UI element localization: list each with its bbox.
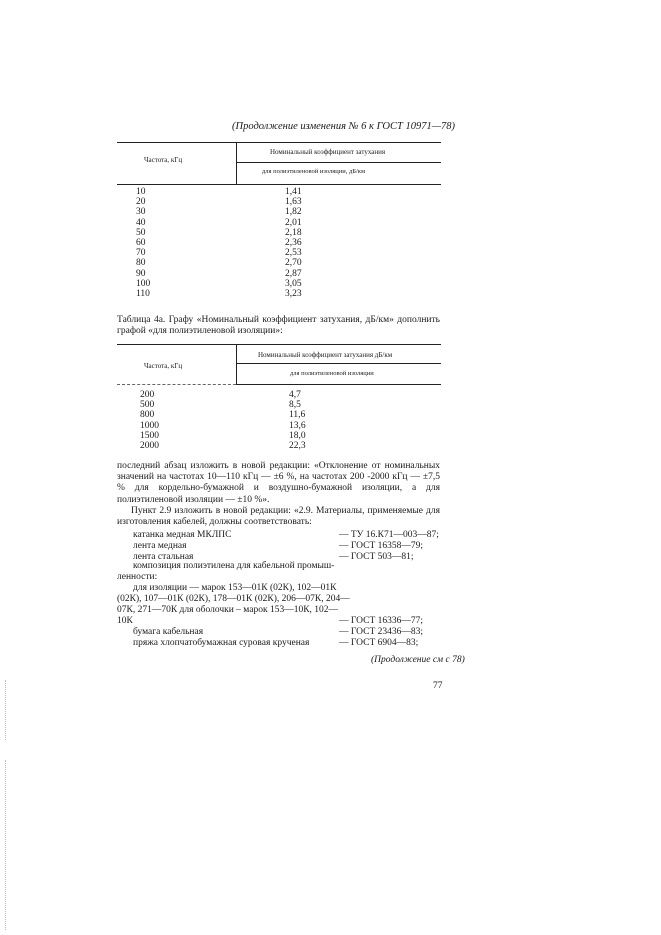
table-cell: 200 <box>140 390 155 400</box>
table-cell: 2,53 <box>285 248 302 259</box>
table-cell: 2,36 <box>285 237 302 248</box>
table-cell: 50 <box>136 227 146 238</box>
table-cell: 40 <box>136 217 146 228</box>
table-cell: 110 <box>136 288 150 299</box>
table-cell: 800 <box>140 410 155 421</box>
table-cell: 1,63 <box>285 197 302 208</box>
page-number: 77 <box>433 681 443 691</box>
table-cell: 2,70 <box>285 258 302 269</box>
continuation-note: (Продолжение см с 78) <box>371 655 465 665</box>
page-header: (Продолжение изменения № 6 к ГОСТ 10971—78) <box>232 121 456 132</box>
table-cell: 18,0 <box>289 430 306 441</box>
table-cell: 1,82 <box>285 207 302 218</box>
table2-coef-header: Номинальный коэффициент затухания дБ/км <box>258 351 393 359</box>
table-cell: 3,23 <box>285 288 302 299</box>
paragraph-tolerance: последний абзац изложить в новой редакции: «Отклонение от номинальных значений на частотах 10—110 кГц — ±6 %, на частотах 200 -2000 кГц — ±7,5 % для кордельно-бумажной и воздушно-бумажной изоляции, а для полиэтиленовой изоляции — ±10 %». <box>117 461 440 505</box>
table2-sub-header: для полиэтиленовой изоляции <box>290 370 374 377</box>
table-cell: 20 <box>136 197 146 208</box>
material-standard: — ТУ 16.К71—003—87; <box>339 530 439 540</box>
material-standard: — ГОСТ 503—81; <box>339 552 414 562</box>
table-cell: 30 <box>136 207 146 218</box>
table2-freq-column <box>140 390 159 451</box>
table1-sub-header: для полиэтиленовой изоляции, дБ/км <box>262 168 366 175</box>
table-cell: 4,7 <box>289 390 301 400</box>
material-name: катанка медная МКЛПС <box>133 530 232 540</box>
paragraph-clause-2-9: Пункт 2.9 изложить в новой редакции: «2.9. Материалы, применяемые для изготовления кабелей, должны соответствовать: <box>117 506 440 528</box>
table-cell: 22,3 <box>289 440 306 451</box>
table2-top-rule <box>117 344 441 345</box>
table1-freq-column <box>136 187 150 299</box>
material-name: бумага кабельная <box>133 627 204 637</box>
table1-coef-header: Номинальный коэффициент затухания <box>270 148 386 156</box>
material-name: лента медная <box>133 541 187 551</box>
table2-sub-rule <box>236 363 441 364</box>
table1-sub-rule <box>236 162 441 163</box>
table-cell: 1,41 <box>285 187 302 197</box>
table-cell: 2,01 <box>285 217 302 228</box>
material-name: пряжа хлопчатобумажная суровая крученая <box>133 638 310 648</box>
table-cell: 1000 <box>140 420 159 431</box>
table-cell: 3,05 <box>285 278 302 289</box>
insulation-line: для изоляции — марок 153—01К (02К), 102—01К <box>133 583 337 593</box>
scan-edge-mark <box>5 760 6 930</box>
scan-edge-mark <box>5 680 6 740</box>
insulation-line: 10К <box>117 616 133 626</box>
table-cell: 10 <box>136 187 146 197</box>
table-cell: 100 <box>136 278 151 289</box>
insulation-line: (02К), 107—01К (02К), 178—01К (02К), 206—07К, 204— <box>117 594 350 604</box>
table-cell: 2,18 <box>285 227 302 238</box>
table2-freq-header: Частота, кГц <box>144 362 183 370</box>
table-cell: 2000 <box>140 440 159 451</box>
table1-freq-header: Частота, кГц <box>144 156 183 164</box>
insulation-standard: — ГОСТ 16336—77; <box>339 616 424 626</box>
composition-line: ленности: <box>117 572 158 582</box>
table1-header-rule <box>117 184 441 185</box>
table-cell: 90 <box>136 268 146 279</box>
material-standard: — ГОСТ 23436—83; <box>339 627 424 637</box>
table-cell: 60 <box>136 237 146 248</box>
table1-coef-column <box>285 187 302 299</box>
table-cell: 2,87 <box>285 268 302 279</box>
table4a-instruction: Таблица 4а. Графу «Номинальный коэффициент затухания, дБ/км» дополнить графой «для полиэтиленовой изоляции»: <box>117 315 440 337</box>
material-standard: — ГОСТ 16358—79; <box>339 541 424 551</box>
table2-header-rule-left <box>117 384 236 385</box>
table-cell: 8,5 <box>289 400 301 411</box>
table-cell: 70 <box>136 248 146 259</box>
material-name: лента стальная <box>133 552 194 562</box>
table2-column-divider <box>236 344 237 384</box>
table-cell: 1500 <box>140 430 159 441</box>
table2-coef-column <box>289 390 306 451</box>
material-standard: — ГОСТ 6904—83; <box>339 638 419 648</box>
table-cell: 80 <box>136 258 146 269</box>
composition-line: композиция полиэтилена для кабельной промыш- <box>133 561 335 571</box>
table1-column-divider <box>236 142 237 184</box>
table1-top-rule <box>117 142 441 143</box>
table-cell: 13,6 <box>289 420 306 431</box>
table-cell: 11,6 <box>289 410 306 421</box>
insulation-line: 07К, 271—70К для оболочки – марок 153—10К, 102— <box>117 605 339 615</box>
table2-header-rule <box>236 384 441 385</box>
table-cell: 500 <box>140 400 155 411</box>
